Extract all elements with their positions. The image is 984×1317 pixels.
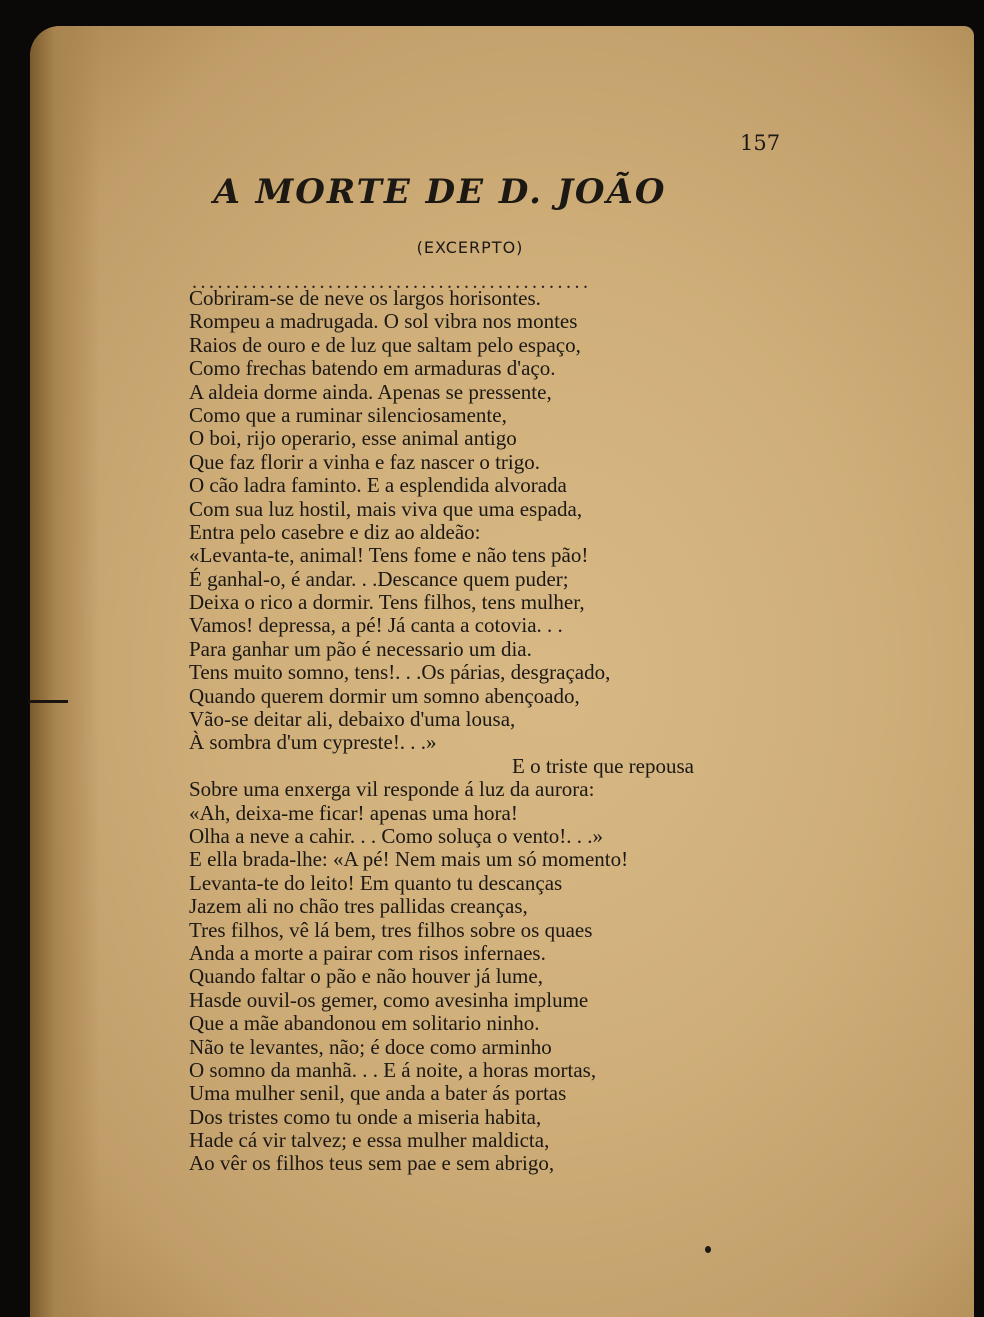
ellipsis-line: ...............................................: [192, 271, 592, 293]
poem-line: Levanta-te do leito! Em quanto tu descanças: [189, 870, 563, 895]
poem-line: E o triste que repousa: [512, 753, 694, 778]
poem-line: Vão-se deitar ali, debaixo d'uma lousa,: [189, 707, 516, 732]
poem-line: Tres filhos, vê lá bem, tres filhos sobre os quaes: [189, 917, 593, 942]
poem-line: «Levanta-te, animal! Tens fome e não tens pão!: [189, 543, 589, 568]
poem-line: À sombra d'um cypreste!. . .»: [189, 730, 437, 755]
poem-line: Cobriram-se de neve os largos horisontes.: [189, 286, 541, 310]
poem-line: O boi, rijo operario, esse animal antigo: [189, 426, 517, 451]
poem-line: Hade cá vir talvez; e essa mulher maldicta,: [189, 1128, 550, 1153]
ink-spot: [705, 1246, 711, 1253]
poem-subtitle: (EXCERPTO): [416, 238, 524, 257]
poem-line: Anda a morte a pairar com risos infernaes.: [189, 940, 546, 965]
poem-line: Olha a neve a cahir. . . Como soluça o vento!. . .»: [189, 823, 604, 848]
poem-line: O somno da manhã. . . E á noite, a horas mortas,: [189, 1057, 597, 1082]
poem-line: Tens muito somno, tens!. . .Os párias, desgraçado,: [189, 660, 611, 685]
poem-line: Vamos! depressa, a pé! Já canta a cotovia. . .: [189, 613, 563, 638]
poem-line: «Ah, deixa-me ficar! apenas uma hora!: [189, 800, 518, 825]
poem-line: Jazem ali no chão tres pallidas creanças,: [189, 894, 528, 919]
poem-line: Deixa o rico a dormir. Tens filhos, tens mulher,: [189, 590, 585, 615]
page-number: 157: [740, 131, 781, 155]
page-binding-shadow: [30, 26, 100, 1317]
poem-title: A MORTE DE D. JOÃO: [213, 172, 667, 212]
poem-line: Quando faltar o pão e não houver já lume,: [189, 964, 543, 989]
poem-line: Sobre uma enxerga vil responde á luz da aurora:: [189, 777, 595, 802]
poem-line: Hasde ouvil-os gemer, como avesinha implume: [189, 987, 589, 1012]
poem-line: A aldeia dorme ainda. Apenas se pressente,: [189, 379, 552, 404]
poem-line: Dos tristes como tu onde a miseria habita,: [189, 1104, 542, 1129]
poem-line: Como que a ruminar silenciosamente,: [189, 402, 507, 427]
poem-line: Ao vêr os filhos teus sem pae e sem abrigo,: [189, 1151, 555, 1176]
poem-line: O cão ladra faminto. E a esplendida alvorada: [189, 473, 567, 498]
poem-line: Entra pelo casebre e diz ao aldeão:: [189, 519, 481, 544]
binding-mark: [28, 700, 68, 703]
poem-line: Como frechas batendo em armaduras d'aço.: [189, 356, 556, 381]
poem-line: Raios de ouro e de luz que saltam pelo espaço,: [189, 332, 581, 357]
poem-line: Que faz florir a vinha e faz nascer o trigo.: [189, 449, 540, 474]
poem-line: Uma mulher senil, que anda a bater ás portas: [189, 1081, 567, 1106]
poem-body: [189, 287, 694, 1176]
poem-line: Para ganhar um pão é necessario um dia.: [189, 636, 532, 661]
poem-line: Rompeu a madrugada. O sol vibra nos montes: [189, 309, 578, 334]
poem-line: Não te levantes, não; é doce como arminho: [189, 1034, 552, 1059]
poem-line: E ella brada-lhe: «A pé! Nem mais um só momento!: [189, 847, 629, 872]
poem-line: Com sua luz hostil, mais viva que uma espada,: [189, 496, 583, 521]
poem-line: Quando querem dormir um somno abençoado,: [189, 683, 580, 708]
poem-line: É ganhal-o, é andar. . .Descance quem puder;: [189, 566, 569, 591]
poem-line: Que a mãe abandonou em solitario ninho.: [189, 1011, 540, 1036]
